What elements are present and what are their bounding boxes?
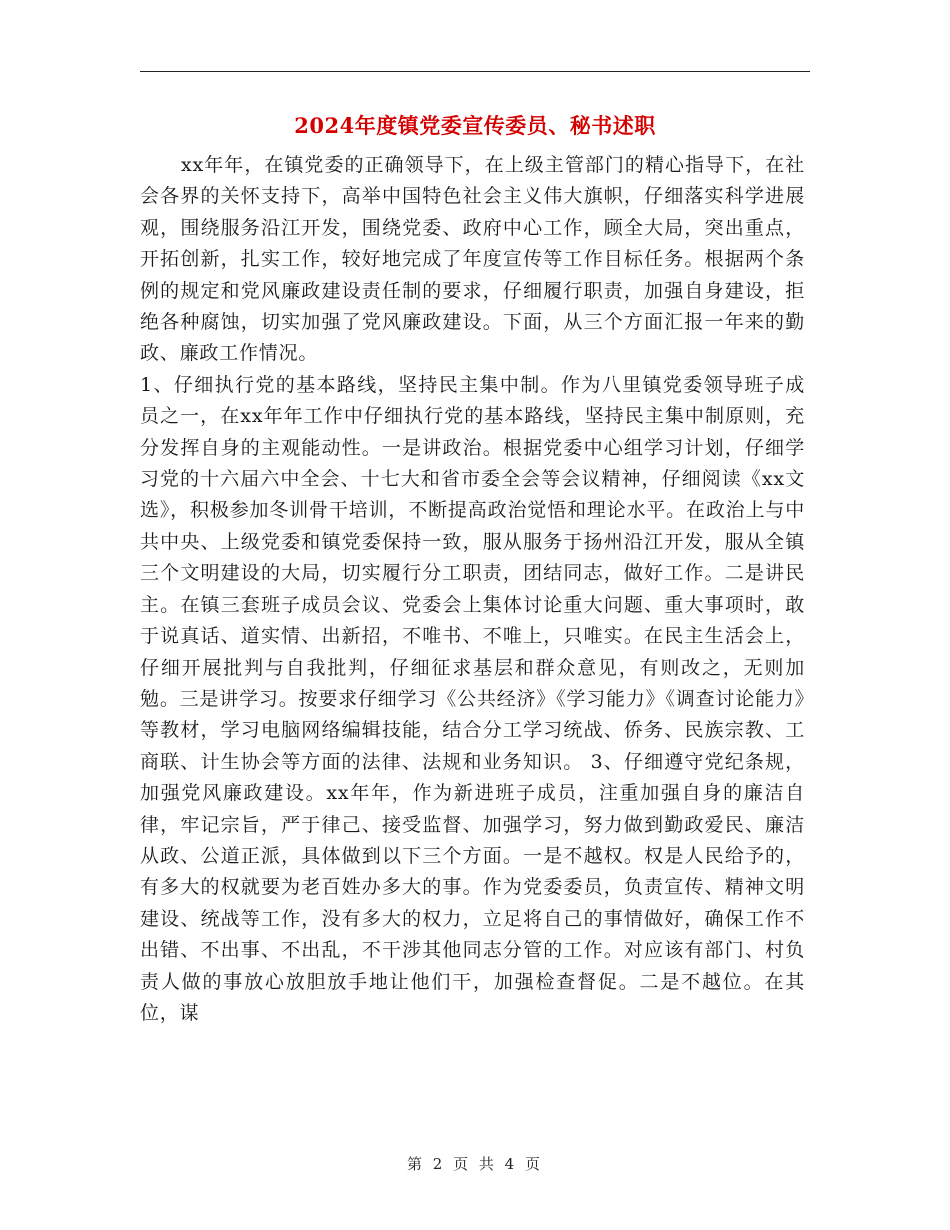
header-rule xyxy=(140,71,810,72)
page-footer: 第 2 页 共 4 页 xyxy=(407,1155,543,1173)
paragraph-intro: xx年年，在镇党委的正确领导下，在上级主管部门的精心指导下，在社会各界的关怀支持下，高举中国特色社会主义伟大旗帜，仔细落实科学进展观，围绕服务沿江开发，围绕党委、政府中心工作，顾全大局，突出重点，开拓创新，扎实工作，较好地完成了年度宣传等工作目标任务。根据两个条例的规定和党风廉政建设责任制的要求，仔细履行职责，加强自身建设，拒绝各种腐蚀，切实加强了党风廉政建设。下面，从三个方面汇报一年来的勤政、廉政工作情况。 xyxy=(140,154,805,365)
document-title: 2024年度镇党委宣传委员、秘书述职 xyxy=(294,113,656,138)
paragraph-section-1: 1、仔细执行党的基本路线，坚持民主集中制。作为八里镇党委领导班子成员之一，在xx年年工作中仔细执行党的基本路线，坚持民主集中制原则，充分发挥自身的主观能动性。一是讲政治。根据党委中心组学习计划，仔细学习党的十六届六中全会、十七大和省市委全会等会议精神，仔细阅读《xx文选》，积极参加冬训骨干培训，不断提高政治觉悟和理论水平。在政治上与中共中央、上级党委和镇党委保持一致，服从服务于扬州沿江开发，服从全镇三个文明建设的大局，切实履行分工职责，团结同志，做好工作。二是讲民主。在镇三套班子成员会议、党委会上集体讨论重大问题、重大事项时，敢于说真话、道实情、出新招，不唯书、不唯上，只唯实。在民主生活会上，仔细开展批判与自我批判，仔细征求基层和群众意见，有则改之，无则加勉。三是讲学习。按要求仔细学习《公共经济》《学习能力》《调查讨论能力》等教材，学习电脑网络编辑技能，结合分工学习统战、侨务、民族宗教、工商联、计生协会等方面的法律、法规和业务知识。 3、仔细遵守党纪条规，加强党风廉政建设。xx年年，作为新进班子成员，注重加强自身的廉洁自律，牢记宗旨，严于律己、接受监督、加强学习，努力做到勤政爱民、廉洁从政、公道正派，具体做到以下三个方面。一是不越权。权是人民给予的，有多大的权就要为老百姓办多大的事。作为党委委员，负责宣传、精神文明建设、统战等工作，没有多大的权力，立足将自己的事情做好，确保工作不出错、不出事、不出乱，不干涉其他同志分管的工作。对应该有部门、村负责人做的事放心放胆放手地让他们干，加强检查督促。二是不越位。在其位，谋 xyxy=(140,373,805,1024)
document-body xyxy=(140,150,805,1029)
